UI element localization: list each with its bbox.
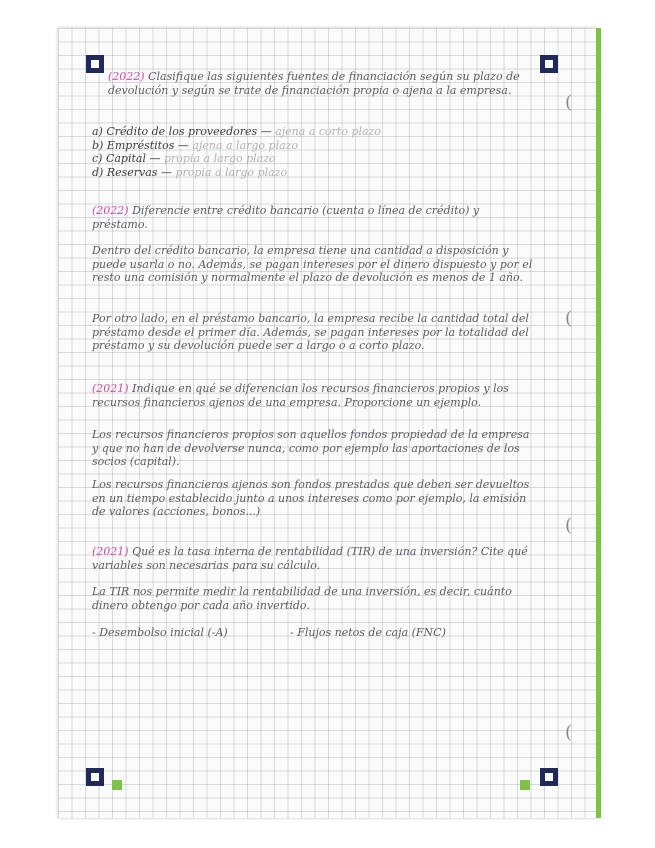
corner-marker-icon: [86, 55, 104, 73]
question-1: [108, 70, 528, 97]
answer-paragraph: Los recursos financieros propios son aquellos fondos propiedad de la empresa y que no han de devolverse nunca, como por ejemplo las aportaciones de los socios (capital).: [92, 428, 530, 468]
answer-paragraph: Por otro lado, en el préstamo bancario, la empresa recibe la cantidad total del préstamo desde el primer día. Además, se pagan intereses por la totalidad del préstamo y su devolución puede ser a largo o a corto plazo.: [92, 312, 529, 352]
binder-hole-icon: (: [565, 308, 573, 329]
list-item: a) Crédito de los proveedores — ajena a corto plazo: [92, 125, 381, 138]
question-3: [92, 382, 537, 409]
green-square-icon: [112, 780, 122, 790]
corner-marker-icon: [540, 55, 558, 73]
variable-item: - Flujos netos de caja (FNC): [290, 626, 446, 639]
answer-paragraph: Dentro del crédito bancario, la empresa tiene una cantidad a disposición y puede usarla o no. Además, se pagan intereses por el dinero dispuesto y por el resto una comisión y normalmente el plazo de devolución es menos de 1 año.: [92, 244, 533, 284]
question-year: (2022): [108, 70, 145, 83]
question-year: (2022): [92, 204, 129, 217]
binder-hole-icon: (: [565, 515, 573, 536]
corner-marker-icon: [540, 768, 558, 786]
page-green-edge: [596, 28, 601, 818]
list-item: c) Capital — propia a largo plazo: [92, 152, 276, 165]
binder-hole-icon: (: [565, 92, 573, 113]
question-text: Diferencie entre crédito bancario (cuenta o línea de crédito) y préstamo.: [92, 204, 480, 231]
green-square-icon: [520, 780, 530, 790]
question-text: Indique en qué se diferencian los recursos financieros propios y los recursos financieros ajenos de una empresa. Proporcione un ejemplo.: [92, 382, 509, 409]
question-text: Clasifique las siguientes fuentes de financiación según su plazo de devolución y según se trate de financiación propia o ajena a la empresa.: [108, 70, 520, 97]
question-2: [92, 204, 537, 231]
question-4: [92, 545, 537, 572]
list-item: b) Empréstitos — ajena a largo plazo: [92, 138, 299, 152]
answer-paragraph: Los recursos financieros ajenos son fondos prestados que deben ser devueltos en un tiempo establecido junto a unos intereses como por ejemplo, la emisión de valores (acciones, bonos...): [92, 478, 530, 518]
corner-marker-icon: [86, 768, 104, 786]
list-item: d) Reservas — propia a largo plazo: [92, 165, 288, 179]
answer-paragraph: La TIR nos permite medir la rentabilidad de una inversión, es decir, cuánto dinero obtengo por cada año invertido.: [92, 585, 512, 612]
question-year: (2021): [92, 382, 129, 395]
question-text: Qué es la tasa interna de rentabilidad (TIR) de una inversión? Cite qué variables son necesarias para su cálculo.: [92, 545, 528, 572]
variable-item: - Desembolso inicial (-A): [92, 626, 228, 639]
question-year: (2021): [92, 545, 129, 558]
q1-list: [92, 125, 537, 179]
binder-hole-icon: (: [565, 722, 573, 743]
